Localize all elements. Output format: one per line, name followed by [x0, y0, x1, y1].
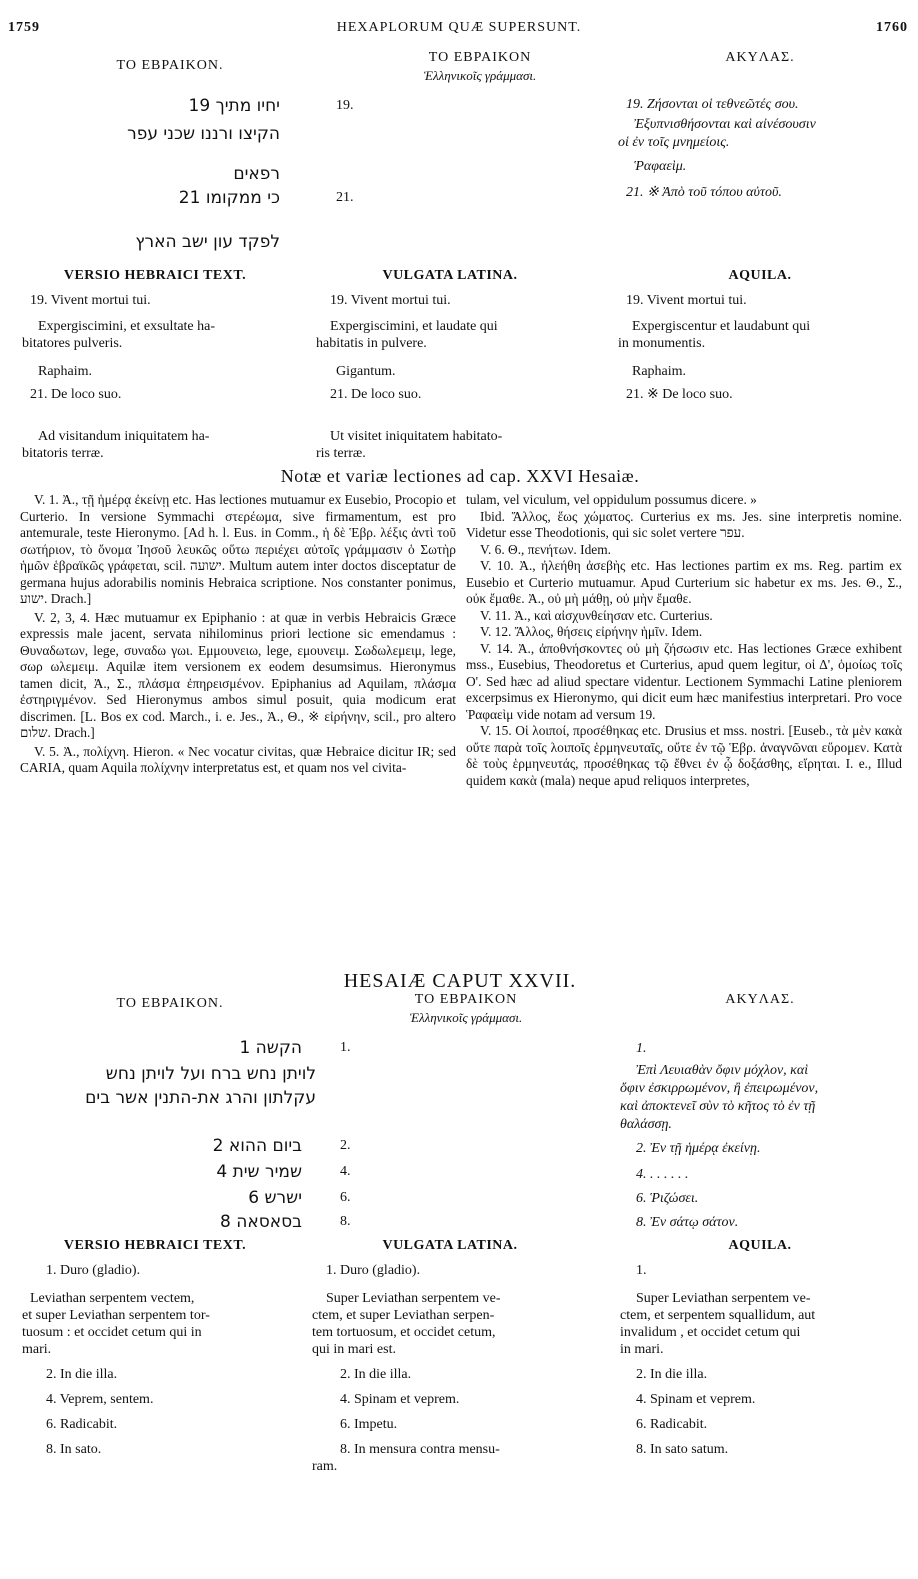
- col-head-aquila-latin: AQUILA.: [728, 268, 792, 283]
- vulgata-line: 6. Impetu.: [340, 1417, 398, 1432]
- translit-number: 8.: [340, 1214, 351, 1229]
- aquila-latin-line: 8. In sato satum.: [636, 1442, 729, 1457]
- col-head-aquila-latin: AQUILA.: [728, 1238, 792, 1253]
- vulgata-line: 2. In die illa.: [340, 1367, 412, 1382]
- notes-right-column: [466, 492, 902, 789]
- versio-line: Ad visitandum iniquitatem ha-: [38, 429, 210, 444]
- vulgata-line: habitatis in pulvere.: [316, 336, 427, 351]
- hebrew-line: שמיר שית 4: [216, 1162, 302, 1182]
- aquila-greek-line: 2. Ἐν τῇ ἡμέρᾳ ἐκείνῃ.: [636, 1141, 761, 1156]
- hebrew-line: ביום ההוא 2: [212, 1136, 302, 1156]
- aquila-greek-line: 8. Ἐν σάτῳ σάτον.: [636, 1215, 739, 1230]
- note-paragraph: V. 15. Οἱ λοιποί, προσέθηκας etc. Drusius et mss. nostri. [Euseb., τὰ μὲν κακὰ οὔτε παρὰ τοῖς λοιποῖς ἑρμηνευταῖς, οὔτε ἐν τῷ Ἑβρ. ἀναγνῶναι εὕρομεν. Κατὰ δὲ τοὺς ἑρμηνευτάς, προσέθηκας τῷ ἔθνει ἐν ᾧ δοξάσθης, εἴρηται. I. e., Illud quidem κακὰ (mala) neque apud reliquos interpretes,: [466, 723, 902, 788]
- vulgata-line: Super Leviathan serpentem ve-: [326, 1291, 501, 1306]
- notes-left-column: [20, 492, 456, 777]
- hebrew-line: עקלתון והרג את-התנין אשר בים: [85, 1088, 316, 1108]
- aquila-latin-line: in monumentis.: [618, 336, 706, 351]
- note-paragraph: tulam, vel viculum, vel oppidulum possumus dicere. »: [466, 492, 757, 507]
- vulgata-line: 1. Duro (gladio).: [326, 1263, 421, 1278]
- aquila-greek-line: Ἐξυπνισθήσονται καὶ αἰνέσουσιν: [634, 117, 816, 132]
- aquila-latin-line: 19. Vivent mortui tui.: [626, 293, 747, 308]
- versio-line: 4. Veprem, sentem.: [46, 1392, 154, 1407]
- vulgata-line: ctem, et super Leviathan serpen-: [312, 1308, 495, 1323]
- vulgata-line: 21. De loco suo.: [330, 387, 422, 402]
- aquila-latin-line: 6. Radicabit.: [636, 1417, 708, 1432]
- aquila-greek-line: Ἐπὶ Λευιαθὰν ὄφιν μόχλον, καὶ: [636, 1063, 809, 1078]
- running-title: HEXAPLORUM QUÆ SUPERSUNT.: [336, 20, 582, 35]
- versio-line: mari.: [22, 1342, 52, 1357]
- translit-number: 4.: [340, 1164, 351, 1179]
- col-head-versio: VERSIO HEBRAICI TEXT.: [63, 268, 247, 283]
- aquila-greek-line: 19. Ζήσονται οἱ τεθνεῶτές σου.: [626, 97, 799, 112]
- hebrew-line: בסאסאה 8: [220, 1212, 302, 1232]
- note-paragraph: V. 5. Ἀ., πολίχνη. Hieron. « Nec vocatur civitas, quæ Hebraice dicitur IR; sed CARIA, quam Aquila πολίχνην interpretatus est, et quam nos vel civita-: [20, 743, 456, 775]
- aquila-greek-line: 1.: [636, 1041, 647, 1056]
- note-paragraph: Ibid. Ἄλλος, ἕως χώματος. Curterius ex ms. Jes. sine interpretis nomine. Videtur esse Theodotionis, qui sic solet vertere עפר.: [466, 508, 902, 540]
- col-head-vulgata: VULGATA LATINA.: [382, 268, 518, 283]
- versio-line: tuosum : et occidet cetum qui in: [22, 1325, 202, 1340]
- hebrew-line: רפאים: [233, 164, 280, 184]
- running-head: [0, 20, 918, 42]
- vulgata-line: Ut visitet iniquitatem habitato-: [330, 429, 503, 444]
- col-head-greek-letters: TO EBPAIKON: [428, 50, 532, 65]
- translit-number: 2.: [340, 1138, 351, 1153]
- aquila-greek-line: 4. . . . . . .: [636, 1167, 689, 1182]
- note-paragraph: V. 2, 3, 4. Hæc mutuamur ex Epiphanio : at quæ in verbis Hebraicis Græce expressis male jacent, servata nihilominus priori lectione sic emendamus : Θυναδωτων, lege, συναδω γωι. Εμμουνειω, lege, εμουνειμ. Σωδωλεμειμ, lege, σωρ ωλεμειμ. Aquilæ item versionem ex eodem desumsimus. Hieronymus tamen dicit, Ἀ., Σ., πλάσμα ἐπηρεισμένον. Epiphanius ad Aquilam, πλάσμα ἐστηριγμένον. Sed Hieronymus ambos simul posuit, quia modicum erat discrimen. [L. Bos ex cod. March., i. e. Jes., Ἀ., Θ., ※ εἰρήνην, scil., pro altero שלום. Drach.]: [20, 609, 456, 740]
- versio-line: Leviathan serpentem vectem,: [30, 1291, 195, 1306]
- note-paragraph: V. 6. Θ., πενήτων. Idem.: [480, 541, 611, 557]
- vulgata-line: tem tortuosum, et occidet cetum,: [312, 1325, 496, 1340]
- versio-line: 6. Radicabit.: [46, 1417, 118, 1432]
- versio-line: et super Leviathan serpentem tor-: [22, 1308, 210, 1323]
- aquila-latin-line: Super Leviathan serpentem ve-: [636, 1291, 811, 1306]
- aquila-latin-line: ctem, et serpentem squallidum, aut: [620, 1308, 816, 1323]
- hebrew-line: לפקד עון ישב הארץ: [135, 232, 280, 252]
- col-head-greek-letters: TO EBPAIKON: [414, 992, 518, 1007]
- aquila-greek-line: 21. ※ Ἀπὸ τοῦ τόπου αὐτοῦ.: [626, 185, 782, 200]
- versio-line: 1. Duro (gladio).: [46, 1263, 141, 1278]
- translit-number: 6.: [340, 1190, 351, 1205]
- vulgata-line: qui in mari est.: [312, 1342, 396, 1357]
- col-head-hebrew: TO EBPAIKON.: [116, 996, 224, 1011]
- translit-number: 1.: [340, 1040, 351, 1055]
- aquila-latin-line: 4. Spinam et veprem.: [636, 1392, 756, 1407]
- vulgata-line: Gigantum.: [336, 364, 396, 379]
- hebrew-line: הקיצו ורננו שכני עפר: [127, 124, 280, 144]
- note-paragraph: V. 11. Ἀ., καὶ αἰσχυνθείησαν etc. Curterius.: [480, 607, 713, 623]
- vulgata-line: ris terræ.: [316, 446, 366, 461]
- aquila-latin-line: Expergiscentur et laudabunt qui: [632, 319, 811, 334]
- versio-line: 8. In sato.: [46, 1442, 102, 1457]
- versio-line: Expergiscimini, et exsultate ha-: [38, 319, 216, 334]
- col-head-aquila: AKYΛAΣ.: [725, 50, 795, 65]
- page-number-right: 1760: [876, 20, 908, 35]
- vulgata-line: 4. Spinam et veprem.: [340, 1392, 460, 1407]
- col-head-vulgata: VULGATA LATINA.: [382, 1238, 518, 1253]
- versio-line: 19. Vivent mortui tui.: [30, 293, 151, 308]
- aquila-latin-line: invalidum , et occidet cetum qui: [620, 1325, 801, 1340]
- aquila-greek-line: Ῥαφαεὶμ.: [634, 159, 687, 174]
- versio-line: bitatores pulveris.: [22, 336, 123, 351]
- note-paragraph: V. 12. Ἄλλος, θήσεις εἰρήνην ἡμῖν. Idem.: [480, 624, 703, 639]
- aquila-latin-line: 1.: [636, 1263, 647, 1278]
- versio-line: Raphaim.: [38, 364, 93, 379]
- aquila-greek-line: καὶ ἀποκτενεῖ σὺν τὸ κῆτος τὸ ἐν τῇ: [620, 1099, 816, 1114]
- vulgata-line: 19. Vivent mortui tui.: [330, 293, 451, 308]
- hebrew-line: לויתן נחש ברח ועל לויתן נחש: [105, 1064, 316, 1084]
- notes-title: Notæ et variæ lectiones ad cap. XXVI Hesaiæ.: [280, 466, 640, 486]
- aquila-latin-line: in mari.: [620, 1342, 664, 1357]
- note-paragraph: V. 14. Ἀ., ἀποθνήσκοντες οὐ μὴ ζήσωσιν etc. Has lectiones Græce exhibent mss., Eusebius, Theodoretus et Curterius, apud quem legitur, οἱ Δ', ὁμοίως τοῖς Ο'. Sed hæc ad aliud spectare videntur. Lectionem Symmachi Latine pleniorem excerpsimus ex Hieronymo, qui dicit eum hæc manifestius interpretari. Pro voce Ῥαφαεὶμ vide notam ad versum 19.: [466, 640, 902, 722]
- page-number-left: 1759: [8, 20, 40, 35]
- translit-number: 21.: [336, 190, 354, 205]
- hebrew-line: הקשה 1: [239, 1038, 302, 1058]
- aquila-greek-line: οἱ ἐν τοῖς μνημείοις.: [618, 135, 730, 150]
- hebrew-line: יחיו מתיך 19: [188, 96, 280, 116]
- note-paragraph: V. 10. Ἀ., ἠλεήθη ἀσεβὴς etc. Has lectiones partim ex ms. Reg. partim ex Eusebio et Curterio mutuamur. Apud Curterium sic habetur ex ms. Jes. Θ., Σ., οὐκ ἔμαθε. Ἀ., οὐ μὴ μάθῃ, οὐ μὴν ἔμαθε.: [466, 558, 902, 606]
- versio-line: 2. In die illa.: [46, 1367, 118, 1382]
- aquila-latin-line: 2. In die illa.: [636, 1367, 708, 1382]
- vulgata-line: ram.: [312, 1459, 338, 1474]
- versio-line: 21. De loco suo.: [30, 387, 122, 402]
- aquila-greek-line: θαλάσσῃ.: [620, 1117, 672, 1132]
- col-head-aquila: AKYΛAΣ.: [725, 992, 795, 1007]
- aquila-latin-line: 21. ※ De loco suo.: [626, 387, 733, 402]
- chapter-title: HESAIÆ CAPUT XXVII.: [343, 970, 577, 992]
- vulgata-line: Expergiscimini, et laudate qui: [330, 319, 498, 334]
- aquila-greek-line: 6. Ῥιζώσει.: [636, 1191, 699, 1206]
- note-paragraph: V. 1. Ἀ., τῇ ἡμέρᾳ ἐκείνῃ etc. Has lectiones mutuamur ex Eusebio, Procopio et Curterio. In versione Symmachi στερέωμα, sive firmamentum, est pro antemurale, teste Hieronymo. [Ad h. l. Eus. in Comm., ἡ δὲ Ἑβρ. λέξις ἀντὶ τοῦ σωτήριον, τὸ ὄνομα Ἰησοῦ λευκῶς οὕτω περιέχει αὐτοῖς γράμμασιν ὁ Σωτὴρ ἡμῶν ἑβραϊκῶς γράφεται, scil. ישועה. Multum autem inter doctos disceptatur de germana hujus adorabilis nominis Hebraica scriptione. Nos constanter ponimus, ישוע. Drach.]: [20, 492, 456, 606]
- aquila-greek-line: ὄφιν ἐσκιρρωμένον, ἢ ἐπειρωμένον,: [620, 1081, 819, 1096]
- col-head-versio: VERSIO HEBRAICI TEXT.: [63, 1238, 247, 1253]
- vulgata-line: 8. In mensura contra mensu-: [340, 1442, 500, 1457]
- hebrew-line: ישרש 6: [248, 1188, 302, 1208]
- col-head-greek-letters-sub: Ἑλληνικοῖς γράμμασι.: [409, 1010, 523, 1025]
- col-head-hebrew: TO EBPAIKON.: [116, 58, 224, 73]
- translit-number: 19.: [336, 98, 354, 113]
- aquila-latin-line: Raphaim.: [632, 364, 687, 379]
- hebrew-line: כי ממקומו 21: [178, 188, 280, 208]
- col-head-greek-letters-sub: Ἑλληνικοῖς γράμμασι.: [423, 68, 537, 83]
- versio-line: bitatoris terræ.: [22, 446, 104, 461]
